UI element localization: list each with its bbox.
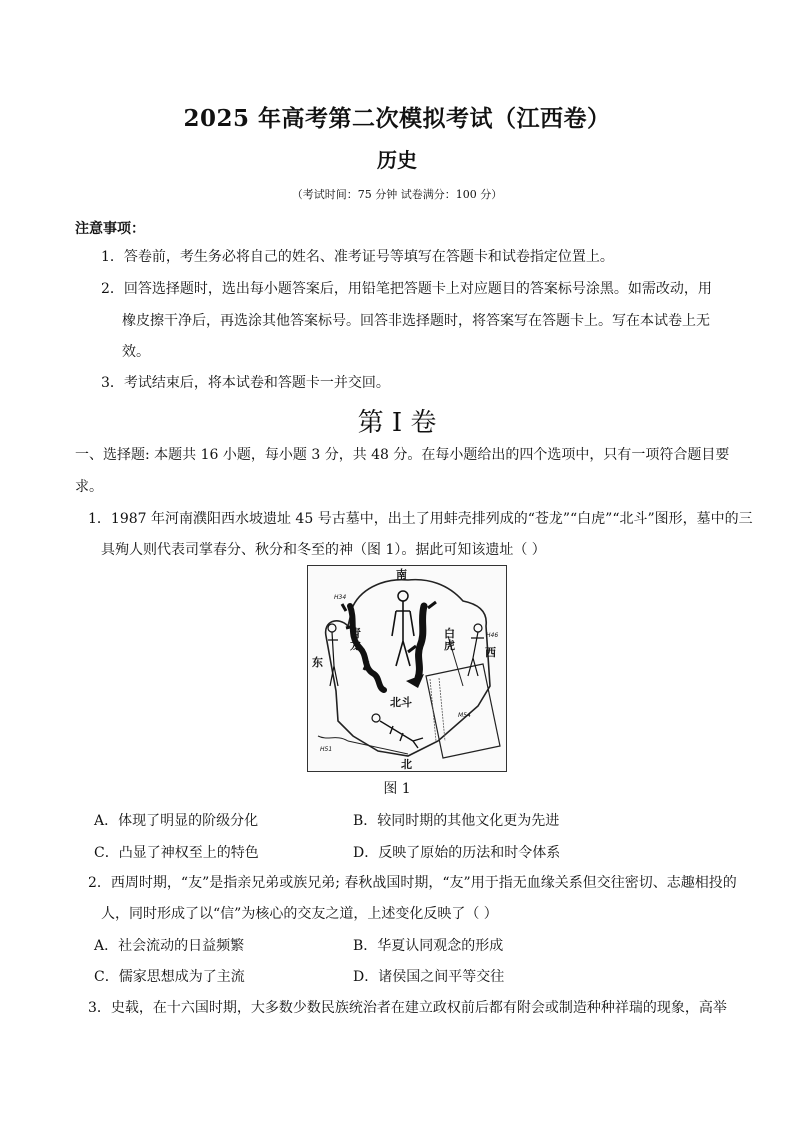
label-h51: H51 <box>320 746 333 753</box>
label-south: 南 <box>396 568 407 581</box>
q1-option-a: A．体现了明显的阶级分化 <box>94 813 259 829</box>
exam-title: 2025 年高考第二次模拟考试（江西卷） <box>183 105 611 132</box>
notice-item-2-end: 效。 <box>122 344 150 360</box>
label-north: 北 <box>401 758 412 771</box>
section-title: 第 I 卷 <box>357 408 437 438</box>
label-east: 东 <box>312 656 323 669</box>
figure-1-caption: 图 1 <box>383 781 411 797</box>
label-tiger: 白 虎 <box>444 627 455 652</box>
q1-option-c: C．凸显了神权至上的特色 <box>94 845 259 861</box>
subject-title: 历史 <box>377 148 417 172</box>
exam-info: （考试时间：75 分钟 试卷满分：100 分） <box>291 188 503 201</box>
notice-heading: 注意事项： <box>75 221 145 237</box>
label-h34: H34 <box>334 594 347 601</box>
notice-item-2: 2．回答选择题时，选出每小题答案后，用铅笔把答题卡上对应题目的答案标号涂黑。如需改动，用 <box>101 281 712 297</box>
q2-option-b: B．华夏认同观念的形成 <box>353 938 504 954</box>
label-m54: M54 <box>458 712 471 719</box>
question-2-line-2: 人，同时形成了以“信”为核心的交友之道，上述变化反映了（ ） <box>101 906 498 922</box>
question-1-line-2: 具殉人则代表司掌春分、秋分和冬至的神（图 1）。据此可知该遗址（ ） <box>101 542 546 558</box>
q2-option-c: C．儒家思想成为了主流 <box>94 969 245 985</box>
question-1-line-1: 1．1987 年河南濮阳西水坡遗址 45 号古墓中，出土了用蚌壳排列成的“苍龙”“白虎”“北斗”图形，墓中的三 <box>88 511 753 527</box>
q2-option-a: A．社会流动的日益频繁 <box>94 938 245 954</box>
section-instruction-1: 一、选择题: 本题共 16 小题，每小题 3 分，共 48 分。在每小题给出的四个选项中，只有一项符合题目要 <box>75 447 730 463</box>
label-dipper: 北斗 <box>390 696 412 709</box>
section-instruction-2: 求。 <box>75 479 103 495</box>
notice-item-1: 1．答卷前，考生务必将自己的姓名、准考证号等填写在答题卡和试卷指定位置上。 <box>101 249 614 265</box>
label-h46: H46 <box>486 632 499 639</box>
label-west: 西 <box>485 646 496 659</box>
question-3-line-1: 3．史载，在十六国时期，大多数少数民族统治者在建立政权前后都有附会或制造种种祥瑞的现象，高举 <box>88 1000 727 1016</box>
figure-1-tomb-diagram <box>307 565 507 772</box>
q1-option-b: B．较同时期的其他文化更为先进 <box>353 813 560 829</box>
q1-option-d: D．反映了原始的历法和时令体系 <box>353 845 561 861</box>
notice-item-3: 3．考试结束后，将本试卷和答题卡一并交回。 <box>101 375 390 391</box>
notice-item-2-cont: 橡皮擦干净后，再选涂其他答案标号。回答非选择题时，将答案写在答题卡上。写在本试卷上无 <box>122 313 710 329</box>
label-dragon: 青 龙 <box>350 627 361 652</box>
q2-option-d: D．诸侯国之间平等交往 <box>353 969 505 985</box>
question-2-line-1: 2．西周时期，“友”是指亲兄弟或族兄弟; 春秋战国时期，“友”用于指无血缘关系但交往密切、志趣相投的 <box>88 875 737 891</box>
